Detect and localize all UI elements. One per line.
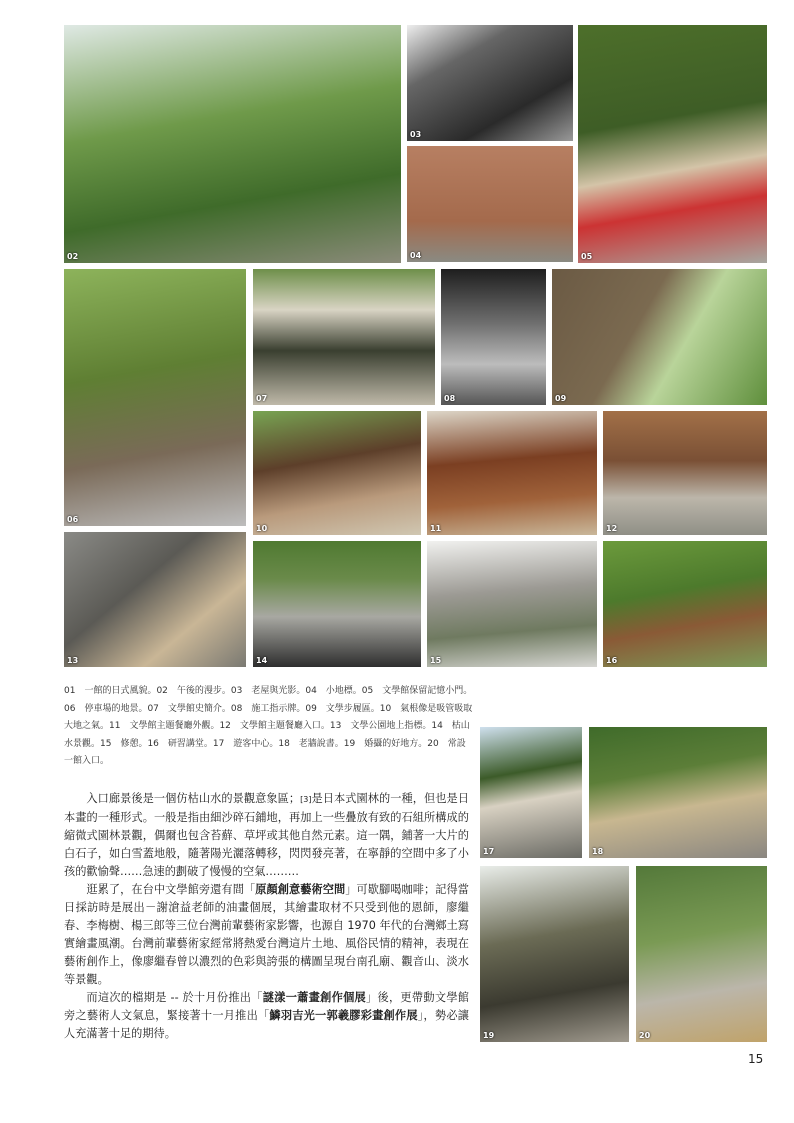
photo-number: 11: [430, 524, 442, 533]
photo-number: 07: [256, 394, 268, 403]
photo-15: [427, 541, 597, 667]
photo-06: [64, 269, 246, 526]
photo-number: 13: [67, 656, 79, 665]
photo-02: [64, 25, 401, 263]
photo-number: 02: [67, 252, 79, 261]
photo-number: 17: [483, 847, 495, 856]
gallery-name: 原顏創意藝術空間: [255, 883, 346, 896]
photo-number: 16: [606, 656, 618, 665]
photo-13: [64, 532, 246, 667]
photo-number: 15: [430, 656, 442, 665]
photo-08: [441, 269, 546, 405]
photo-number: 06: [67, 515, 79, 524]
photo-12: [603, 411, 767, 535]
photo-number: 03: [410, 130, 422, 139]
photo-03: [407, 25, 573, 141]
photo-number: 20: [639, 1031, 651, 1040]
photo-16: [603, 541, 767, 667]
photo-number: 19: [483, 1031, 495, 1040]
photo-09: [552, 269, 767, 405]
exhibition-title: 鱗羽吉光一郭羲膠彩畫創作展: [269, 1009, 418, 1022]
photo-number: 12: [606, 524, 618, 533]
paragraph: 入口廊景後是一個仿枯山水的景觀意象區；[3]是日本式園林的一種，但也是日本畫的一種形式。一般是指由細沙碎石鋪地，再加上一些疊放有致的石組所構成的縮微式園林景觀，偶爾也包含苔蘚、草坪或其他自然元素。這一隅，鋪著一大片的白石子，如白雪蓋地般，隨著陽光灑落轉移，閃閃發亮著，在寧靜的空間中多了小孩的歡愉聲……急速的劃破了慢慢的空氣………: [64, 792, 469, 878]
photo-11: [427, 411, 597, 535]
exhibition-title: 謎漾一蕭畫創作個展: [262, 991, 367, 1004]
photo-number: 18: [592, 847, 604, 856]
photo-18: [589, 727, 767, 858]
photo-number: 09: [555, 394, 567, 403]
photo-number: 14: [256, 656, 268, 665]
photo-17: [480, 727, 582, 858]
photo-number: 08: [444, 394, 456, 403]
photo-20: [636, 866, 767, 1042]
paragraph: 而這次的檔期是 -- 於十月份推出「謎漾一蕭畫創作個展」後，更帶動文學館旁之藝術人文氣息，緊接著十一月推出「鱗羽吉光一郭羲膠彩畫創作展」，勢必讓人充滿著十足的期待。: [64, 991, 469, 1040]
photo-04: [407, 146, 573, 262]
photo-05: [578, 25, 767, 263]
paragraph: 逛累了，在台中文學館旁還有間「原顏創意藝術空間」可歇腳喝咖啡；記得當日採訪時是展出－謝滄益老師的油畫個展，其繪畫取材不只受到他的恩師，廖繼春、李梅樹、楊三郎等三位台灣前輩藝術家影響，也源自 1970 年代的台灣鄉土寫實繪畫風潮。台灣前輩藝術家經常將熱愛台灣這片土地、風俗民情的精神，表現在藝術創作上，像廖繼春曾以濃烈的色彩與誇張的構圖呈現台南孔廟、觀音山、淡水等景觀。: [64, 883, 469, 986]
footnote-ref: [3]: [300, 795, 312, 804]
photo-10: [253, 411, 421, 535]
page-number: 15: [748, 1052, 764, 1066]
photo-number: 04: [410, 251, 422, 260]
photo-07: [253, 269, 435, 405]
article-body: [64, 790, 469, 1043]
photo-captions: 01 一館的日式風貌。02 午後的漫步。03 老屋與光影。04 小地標。05 文學館保留記憶小門。06 停車場的地景。07 文學館史簡介。08 施工指示牌。09 文學步履區。10 氣根像是吸管吸取大地之氣。11 文學館主題餐廳外觀。12 文學館主題餐廳入口。13 文學公園地上指標。14 枯山水景觀。15 修憩。16 研習講堂。17 遊客中心。18 老牆說書。19 婚攝的好地方。20 常設一館入口。: [64, 686, 473, 766]
photo-number: 10: [256, 524, 268, 533]
photo-19: [480, 866, 629, 1042]
photo-14: [253, 541, 421, 667]
photo-number: 05: [581, 252, 593, 261]
